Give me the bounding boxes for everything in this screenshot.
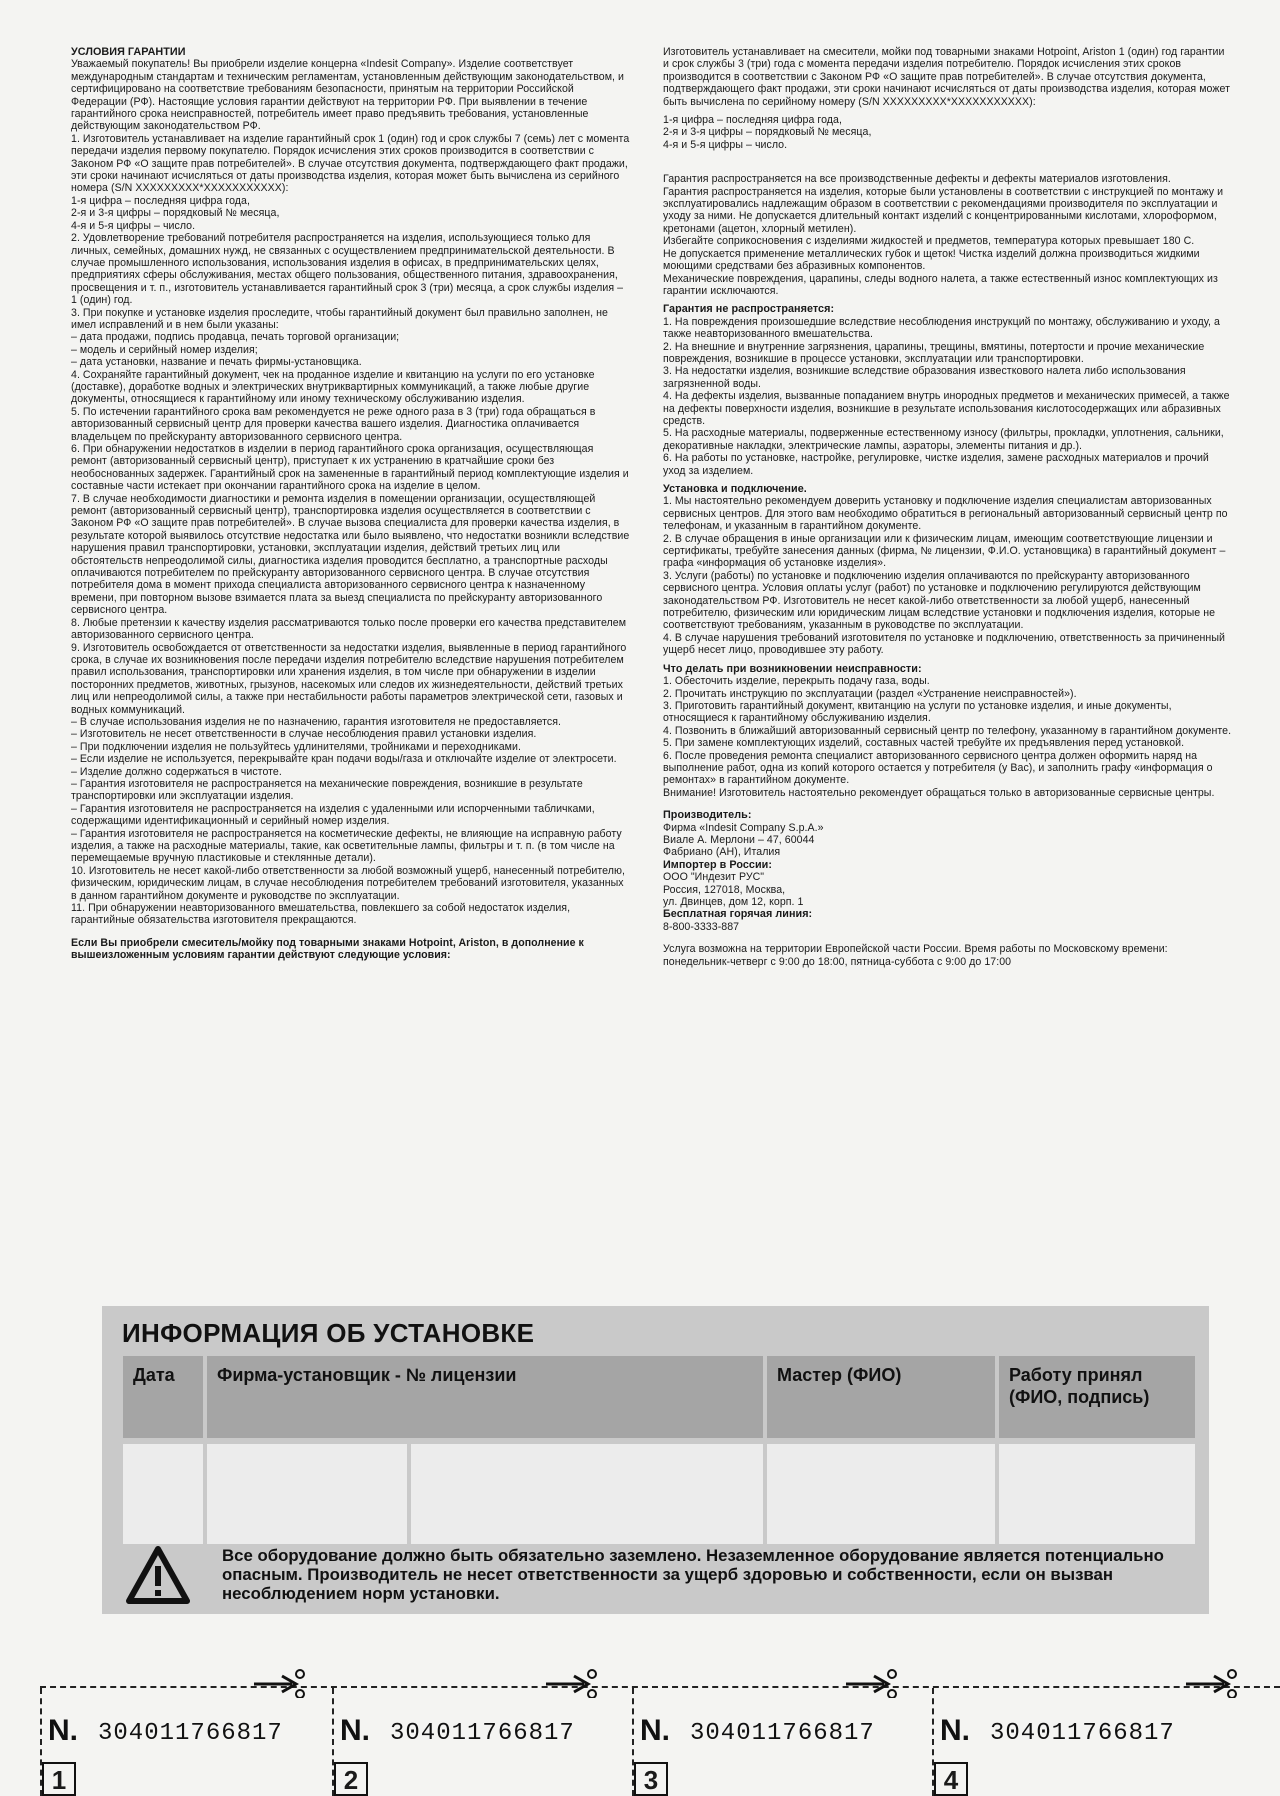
importer-title: Импортер в России: <box>663 858 773 871</box>
scissors-icon <box>252 1668 306 1698</box>
hotpoint-ariston-note: Если Вы приобрели смеситель/мойку под товарными знаками Hotpoint, Ariston, в дополнение к вышеизложенным условиям гарантии действуют следующие условия: <box>71 936 584 962</box>
warranty-clause-11: 11. При обнаружении неавторизованного вмешательства, повлекшего за собой недостаток изделия, гарантийные обязательства изготовителя прекращаются. <box>71 902 571 927</box>
producer-title: Производитель: <box>663 809 752 822</box>
cell-installer[interactable] <box>207 1444 407 1544</box>
coupon-number: 304011766817 <box>98 1720 283 1747</box>
installation-title: Установка и подключение. <box>663 483 807 495</box>
warranty-intro: Уважаемый покупатель! Вы приобрели изделие концерна «Indesit Company». Изделие соответствует международным стандартам и техническим регламентам, установленным действующим законодательством, и сертифицировано на соответствие требованиям безопасности, принятым на территории Российской Федерации (РФ). Настоящие условия гарантии действуют на территории РФ. При выявлении в течение гарантийного срока неисправностей, потребитель имеет право предъявить требования, установленные действующим законодательством РФ. <box>71 58 624 133</box>
serial-decoding-list: 1-я цифра – последняя цифра года, 2-я и 3-я цифры – порядковый № месяца, 4-я и 5-я цифры – число. <box>663 114 872 151</box>
coupon-index: 3 <box>634 1762 668 1796</box>
header-date: Дата <box>123 1356 203 1438</box>
installation-info-table <box>123 1356 1191 1544</box>
warranty-clause-3: 3. При покупке и установке изделия проследите, чтобы гарантийный документ был правильно заполнен, не имел исправлений и в нем были указаны: – дата продажи, подпись продавца, печать торговой организации; – модель и серийный номер изделия; – дата установки, название и печать фирмы-установщика. <box>71 306 608 369</box>
coupon-1[interactable] <box>40 1688 332 1796</box>
coupon-2[interactable] <box>332 1688 632 1796</box>
warranty-clause-5: 5. По истечении гарантийного срока вам рекомендуется не реже одного раза в 3 (три) года обращаться в авторизованный сервисный центр для проверки качества вашего изделия. Диагностика оплачивается владельцем по прейскуранту авторизованного сервисного центра. <box>71 405 596 443</box>
cell-license[interactable] <box>411 1444 763 1544</box>
coupon-number: 304011766817 <box>990 1720 1175 1747</box>
warning-triangle-icon <box>126 1546 190 1604</box>
coupon-label: N. <box>48 1714 78 1747</box>
warranty-coverage: Гарантия распространяется на все производственные дефекты и дефекты материалов изготовления. Гарантия распространяется на изделия, которые были установлены в соответствии с инструкцией по монтажу и эксплуатировались надлежащим образом в соответствии с рекомендациями производителя по эксплуатации и уходу за ними. Не допускается длительный контакт изделий с концентрированными кислотами, хлороформом, кретонами (ацетон, хлорный метилен). Избегайте соприкосновения с изделиями жидкостей и предметов, температура которых превышает 180 С. Не допускается применение металлических губок и щеток! Чистка изделий должна производиться жидкими моющими средствами без абразивных компонентов. Механические повреждения, царапины, следы водного налета, а также естественный износ комплектующих из гарантии исключаются. <box>663 173 1224 297</box>
not-covered-list: 1. На повреждения произошедшие вследствие несоблюдения инструкций по монтажу, обслуживанию и уходу, а также неавторизованного вмешательства. 2. На внешние и внутренние загрязнения, царапины, трещины, вмятины, потертости и прочие механические повреждения, возникшие в процессе установки, эксплуатации или транспортировки. 3. На недостатки изделия, возникшие вследствие образования известкового налета либо использования загрязненной воды. 4. На дефекты изделия, вызванные попаданием внутрь инородных предметов и механических примесей, а также на дефекты поверхности изделия, возникшие в результате использования кислотосодержащих или абразивных средств. 5. На расходные материалы, подверженные естественному износу (фильтры, прокладки, уплотнения, сальники, декоративные накладки, электрические лампы, аэраторы, элементы питания и др.). 6. На работы по установке, настройке, регулировке, чистке изделия, замене расходных материалов и прочий уход за изделием. <box>663 315 1230 477</box>
hotline-number: 8-800-3333-887 <box>663 920 740 933</box>
coupon-3[interactable] <box>632 1688 932 1796</box>
warranty-clause-6: 6. При обнаружении недостатков в изделии в период гарантийного срока организация, осуществляющая ремонт (авторизованный сервисный центр), приступает к их устранению в кратчайшие сроки без необоснованных задержек. Гарантийный срок на замененные в гарантийный период комплектующие изделия и составные части истекает при окончании гарантийного срока на изделие в целом. <box>71 443 629 493</box>
producer-address: Фирма «Indesit Company S.p.A.» Виале А. Мерлони – 47, 60044 Фабриано (АН), Италия <box>663 821 824 859</box>
cell-accepted-by[interactable] <box>999 1444 1195 1544</box>
cell-date[interactable] <box>123 1444 203 1544</box>
cell-master[interactable] <box>767 1444 995 1544</box>
coupon-index: 4 <box>934 1762 968 1796</box>
grounding-warning <box>112 1544 1202 1608</box>
cutoff-coupons <box>40 1686 1280 1796</box>
warranty-clause-7: 7. В случае необходимости диагностики и ремонта изделия в помещении организации, осуществляющей ремонт (авторизованный сервисный центр), транспортировка изделия осуществляется в соответствии с Законом РФ «О защите прав потребителей». В случае вызова специалиста для проверки качества изделия, в результате которой выявилось отсутствие недостатка или было выявлено, что недостатки возникли вследствие нарушения правил транспортировки, установки, эксплуатации изделия, действий третьих лиц или обстоятельств непреодолимой силы, диагностика изделия проводится бесплатно, а транспортные расходы оплачиваются потребителем по прейскуранту авторизованного сервисного центра. В случае отсутствия потребителя дома в момент прихода специалиста авторизованного сервисного центра к назначенному времени, при повторном вызове взимается плата за выезд специалиста по прейскуранту авторизованного сервисного центра. <box>71 492 630 617</box>
coupon-number: 304011766817 <box>390 1720 575 1747</box>
warranty-title: УСЛОВИЯ ГАРАНТИИ <box>71 46 186 58</box>
faucet-warranty-intro: Изготовитель устанавливает на смесители, мойки под товарными знаками Hotpoint, Ariston 1 (один) год гарантии и срок службы 3 (три) года с момента передачи изделия потребителю. Порядок исчисления этих сроков производится в соответствии с Законом РФ «О защите прав потребителей». В случае отсутствия документа, подтверждающего факт продажи, эти сроки начинают исчисляться от даты производства изделия, которая может быть вычислена по серийному номеру (S/N XXXXXXXXX*XXXXXXXXXXX): <box>663 46 1231 108</box>
coupon-label: N. <box>940 1714 970 1747</box>
scissors-icon <box>844 1668 898 1698</box>
hotline-title: Бесплатная горячая линия: <box>663 908 813 921</box>
grounding-warning-text: Все оборудование должно быть обязательно заземлено. Незаземленное оборудование является потенциально опасным. Производитель не несет ответственности за ущерб здоровью и собственности, если он вызван несоблюдением норм установки. <box>222 1546 1164 1603</box>
coupon-4[interactable] <box>932 1688 1280 1796</box>
header-installer-license: Фирма-установщик - № лицензии <box>207 1356 763 1438</box>
installation-info-title: ИНФОРМАЦИЯ ОБ УСТАНОВКЕ <box>122 1318 535 1348</box>
warranty-clause-10: 10. Изготовитель не несет какой-либо ответственности за любой возможный ущерб, нанесенный потребителю, физическим, юридическим лицам, в случае несоблюдения потребителем требований изготовителя, указанных в данном гарантийном документе и руководстве по эксплуатации. <box>71 864 625 902</box>
coupon-label: N. <box>340 1714 370 1747</box>
installation-info-panel <box>102 1306 1209 1614</box>
warranty-clause-4: 4. Сохраняйте гарантийный документ, чек на проданное изделие и квитанцию на услуги по его установке (доставке), доработке водных и электрических внутриквартирных коммуникаций, а также любые другие документы, относящиеся к гарантийному или иному техническому обслуживанию изделия. <box>71 368 595 406</box>
warranty-clause-8: 8. Любые претензии к качеству изделия рассматриваются только после проверки его качества представителем авторизованного сервисного центра. <box>71 616 627 642</box>
coupon-index: 1 <box>42 1762 76 1796</box>
installation-text: 1. Мы настоятельно рекомендуем доверить установку и подключение изделия специалистам авторизованных сервисных центров. Для этого вам необходимо обратиться в региональный авторизованный сервисный центр по телефонам, и указанным в гарантийном документе. 2. В случае обращения в иные организации или к физическим лицам, имеющим соответствующие лицензии и сертификаты, требуйте занесения данных (фирма, № лицензии, Ф.И.О. установщика) в гарантийный документ – графа «информация об установке изделия». 3. Услуги (работы) по установке и подключению изделия оплачиваются по прейскуранту авторизованного сервисного центра. Условия оплаты услуг (работ) по установке и подключению регулируются действующим законодательством РФ. Изготовитель не несет какой-либо ответственности за любой ущерб, нанесенный потребителю, физическим или юридическим лицам вследствие установки и подключения изделия, которые не соответствуют требованиям, указанным в руководстве по эксплуатации. 4. В случае нарушения требований изготовителя по установке и подключению, ответственность за причиненный ущерб несет лицо, проводившее эту работу. <box>663 495 1228 657</box>
faucet-warranty-column <box>663 46 1233 968</box>
troubleshoot-title: Что делать при возникновении неисправности: <box>663 662 922 675</box>
warranty-clause-2: 2. Удовлетворение требований потребителя распространяется на изделия, использующиеся только для личных, семейных, домашних нужд, не связанных с осуществлением предпринимательской деятельности. В случае промышленного использования, использования изделия в офисах, в предпринимательских целях, предприятиях сферы обслуживания, местах общего пользования, общественного питания, здравоохранения, просвещения и т. п., изготовитель устанавливается гарантийный срок 3 (три) месяца, а срок службы изделия – 1 (один) год. <box>71 232 624 307</box>
scissors-icon <box>1184 1668 1238 1698</box>
coupon-number: 304011766817 <box>690 1720 875 1747</box>
importer-address: ООО "Индезит РУС" Россия, 127018, Москва, ул. Двинцев, дом 12, корп. 1 <box>663 871 804 908</box>
coupon-index: 2 <box>334 1762 368 1796</box>
scissors-icon <box>544 1668 598 1698</box>
header-master: Мастер (ФИО) <box>767 1356 995 1438</box>
troubleshoot-text: 1. Обесточить изделие, перекрыть подачу газа, воды. 2. Прочитать инструкцию по эксплуатации (раздел «Устранение неисправностей»). 3. Приготовить гарантийный документ, квитанцию на услуги по установке изделия, и иные документы, относящиеся к гарантийному обслуживанию изделия. 4. Позвонить в ближайший авторизованный сервисный центр по телефону, указанному в гарантийном документе. 5. При замене комплектующих изделий, составных частей требуйте их предъявления перед установкой. 6. После проведения ремонта специалист авторизованного сервисного центра должен оформить наряд на выполнение работ, одна из копий которого остается у потребителя (у Вас), и заполнить графу «информация о ремонтах» в гарантийном документе. Внимание! Изготовитель настоятельно рекомендует обращаться только в авторизованные сервисные центры. <box>663 675 1232 799</box>
warranty-clause-1: 1. Изготовитель устанавливает на изделие гарантийный срок 1 (один) год и срок службы 7 (семь) лет с момента передачи изделия первому покупателю. Порядок исчисления этих сроков производится в соответствии с Законом РФ «О защите прав потребителей». В случае отсутствия документа, подтверждающего факт продажи, эти сроки начинают исчисляться от даты производства изделия, которая может быть вычислена из серийного номера (S/N XXXXXXXXX*XXXXXXXXXXX): 1-я цифра – последняя цифра года, 2-я и 3-я цифры – порядковый № месяца, 4-я и 5-я цифры – число. <box>71 132 630 232</box>
warranty-conditions-column <box>71 46 631 962</box>
header-accepted-by: Работу принял (ФИО, подпись) <box>999 1356 1195 1438</box>
coupon-label: N. <box>640 1714 670 1747</box>
warranty-clause-9: 9. Изготовитель освобождается от ответственности за недостатки изделия, выявленные в период гарантийного срока, в случае их возникновения после передачи изделия потребителю вследствие нарушения потребителем правил использования, транспортировки или хранения изделия, в том числе при обнаружении в изделии посторонних предметов, животных, грызунов, насекомых или следов их жизнедеятельности, действий третьих лиц или непреодолимой силы, а также при нестабильности работы параметров электрической сети, газовых и водных коммуникаций. – В случае использования изделия не по назначению, гарантия изготовителя не предоставляется. – Изготовитель не несет ответственности в случае несоблюдения правил установки изделия. – При подключении изделия не пользуйтесь удлинителями, тройниками и переходниками. – Если изделие не используется, перекрывайте кран подачи воды/газа и отключайте изделие от электросети. – Изделие должно содержаться в чистоте. – Гарантия изготовителя не распространяется на механические повреждения, возникшие в результате транспортировки или эксплуатации изделия. – Гарантия изготовителя не распространяется на изделия с удаленными или испорченными табличками, содержащими идентификационный и серийный номер изделия. – Гарантия изготовителя не распространяется на косметические дефекты, не влияющие на исправную работу изделия, а также на расходные материалы, такие, как осветительные лампы, фильтры и т. п. (в том числе на перемещаемые вручную пластиковые и стеклянные детали). <box>71 641 627 865</box>
service-hours: Услуга возможна на территории Европейской части России. Время работы по Московскому времени: понедельник-четверг с 9:00 до 18:00, пятница-суббота с 9:00 до 17:00 <box>663 943 1168 968</box>
not-covered-title: Гарантия не распространяется: <box>663 303 835 316</box>
